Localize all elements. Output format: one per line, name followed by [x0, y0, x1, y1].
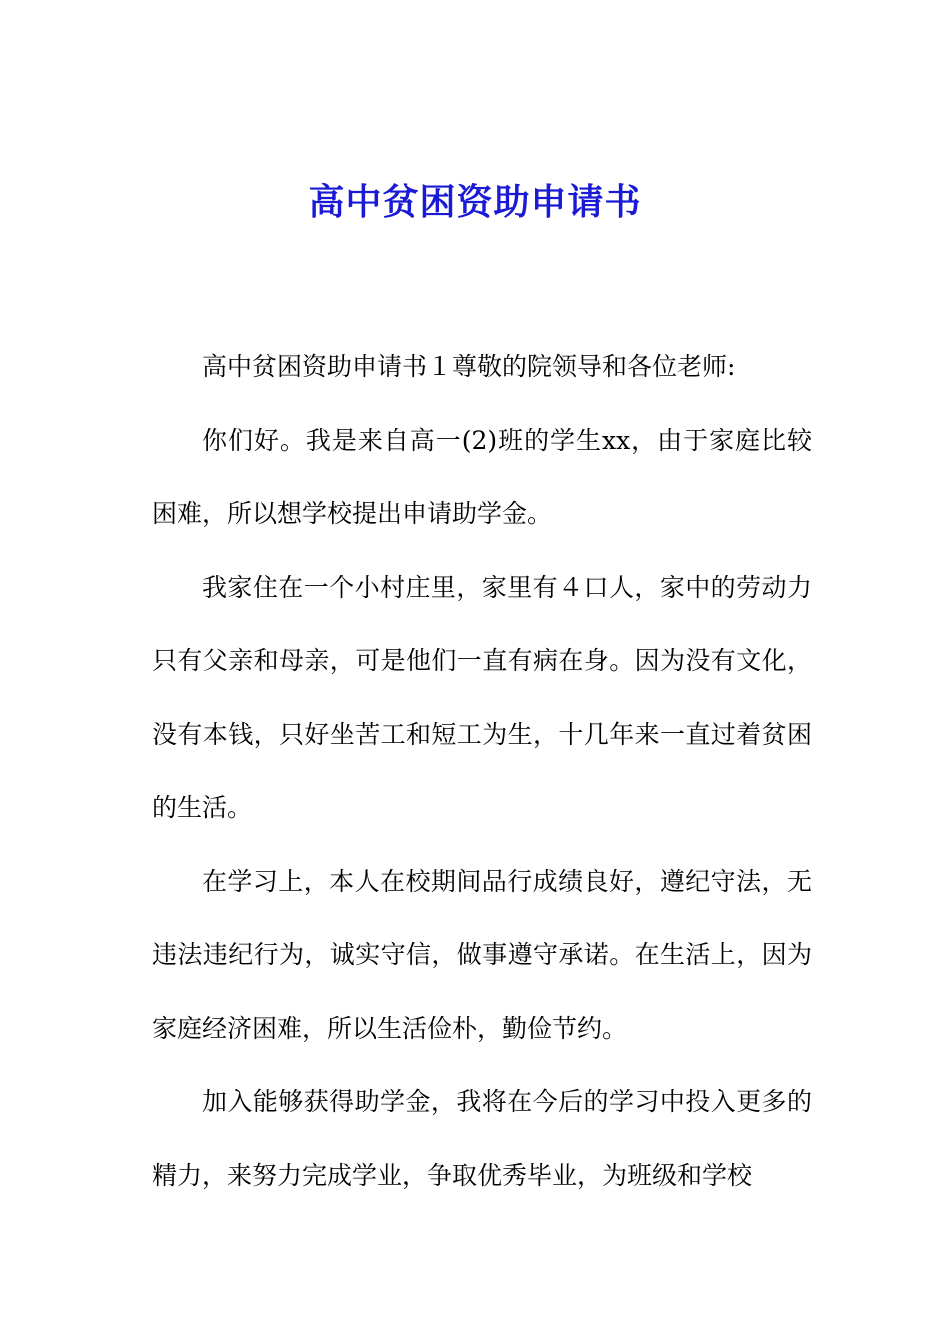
- paragraph-study-and-life: 在学习上，本人在校期间品行成绩良好，遵纪守法，无违法违纪行为，诚实守信，做事遵守承诺。在生活上，因为家庭经济困难，所以生活俭朴，勤俭节约。: [152, 866, 812, 1043]
- paragraph-family-situation: 我家住在一个小村庄里，家里有４口人，家中的劳动力只有父亲和母亲，可是他们一直有病在身。因为没有文化，没有本钱，只好坐苦工和短工为生，十几年来一直过着贫困的生活。: [152, 572, 812, 822]
- paragraph-introduction: 你们好。我是来自高一(2)班的学生xx，由于家庭比较困难，所以想学校提出申请助学金。: [152, 425, 812, 528]
- document-title: 高中贫困资助申请书: [308, 181, 642, 223]
- paragraph-commitment: 加入能够获得助学金，我将在今后的学习中投入更多的精力，来努力完成学业，争取优秀毕业，为班级和学校: [152, 1087, 812, 1190]
- document-body: [152, 330, 812, 1212]
- paragraph-salutation: 高中贫困资助申请书１尊敬的院领导和各位老师:: [202, 352, 736, 381]
